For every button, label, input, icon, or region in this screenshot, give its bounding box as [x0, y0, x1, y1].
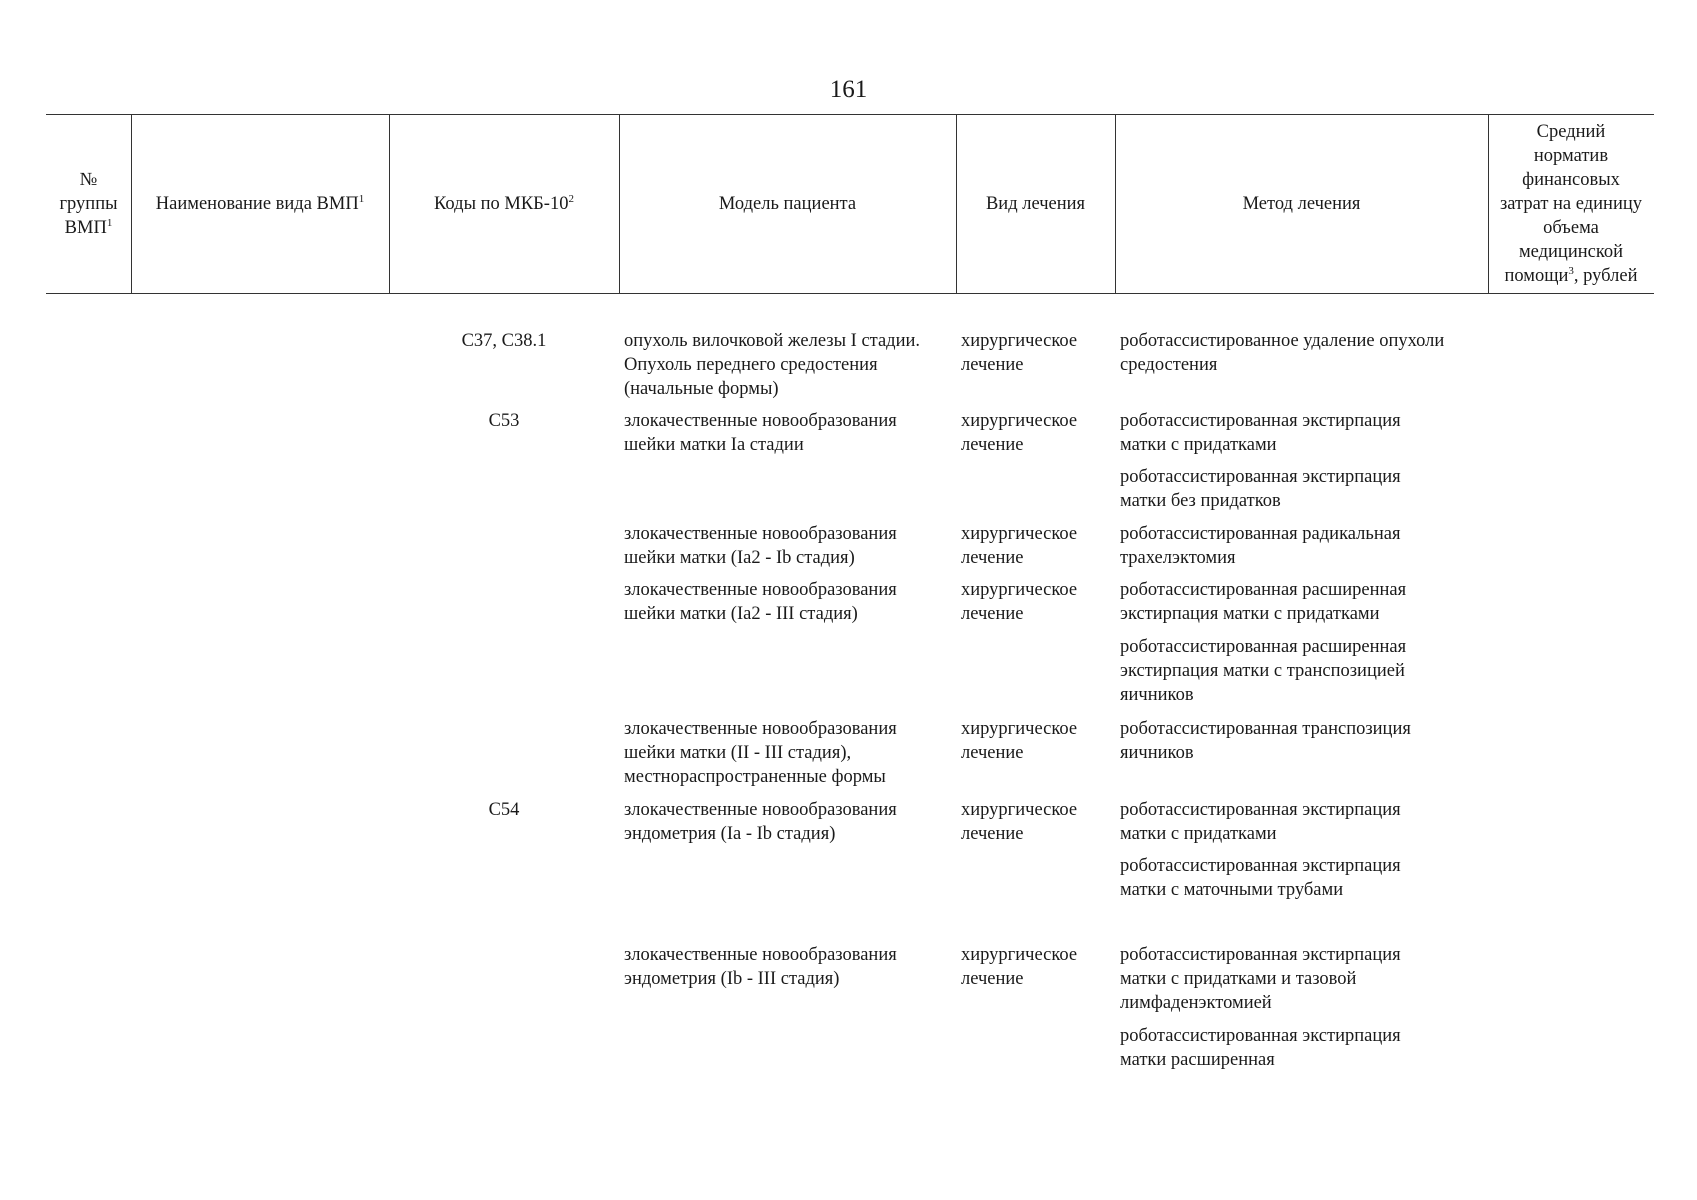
treatment-method-cell: роботассистированная расширенная экстирпация матки с транспозицией яичников [1120, 637, 1407, 705]
treatment-type-cell: хирургическое лечение [961, 411, 1078, 455]
treatment-method-cell: роботассистированная радикальная трахелэктомия [1120, 524, 1401, 568]
patient-model-cell: злокачественные новообразования шейки матки (II - III стадия), местнораспространенные формы [624, 719, 897, 787]
treatment-type-cell: хирургическое лечение [961, 800, 1078, 844]
page-number: 161 [829, 76, 868, 103]
header-treatment-type: Вид лечения [985, 193, 1086, 214]
treatment-method-cell: роботассистированное удаление опухоли средостения [1120, 331, 1445, 375]
treatment-method-cell: роботассистированная экстирпация матки расширенная [1120, 1026, 1401, 1070]
treatment-method-cell: роботассистированная экстирпация матки с придатками [1120, 411, 1401, 455]
mkb-code-cell: С53 [488, 411, 520, 431]
treatment-method-cell: роботассистированная экстирпация матки с придатками [1120, 800, 1401, 844]
treatment-type-cell: хирургическое лечение [961, 580, 1078, 624]
treatment-method-cell: роботассистированная экстирпация матки с придатками и тазовой лимфаденэктомией [1120, 945, 1401, 1013]
patient-model-cell: злокачественные новообразования шейки матки (Ia2 - III стадия) [624, 580, 897, 624]
header-vmp-name: Наименование вида ВМП$^1$ [155, 192, 365, 214]
patient-model-cell: опухоль вилочковой железы I стадии. Опухоль переднего средостения (начальные формы) [624, 331, 921, 399]
treatment-method-cell: роботассистированная транспозиция яичников [1120, 719, 1411, 763]
treatment-type-cell: хирургическое лечение [961, 719, 1078, 763]
treatment-type-cell: хирургическое лечение [961, 331, 1078, 375]
header-group-no: № группы ВМП$^1$ [59, 169, 118, 238]
header-average-cost: Средний норматив финансовых затрат на единицу объема медицинской помощи$^3$, рублей [1499, 121, 1642, 286]
mkb-code-cell: С37, С38.1 [461, 331, 547, 351]
table-header-bottom-rule [46, 293, 1654, 294]
treatment-method-cell: роботассистированная экстирпация матки с маточными трубами [1120, 856, 1401, 900]
treatment-method-cell: роботассистированная экстирпация матки без придатков [1120, 467, 1401, 511]
patient-model-cell: злокачественные новообразования эндометрия (Ia - Ib стадия) [624, 800, 897, 844]
treatment-type-cell: хирургическое лечение [961, 524, 1078, 568]
header-mkb-codes: Коды по МКБ-$10^2$ [434, 192, 574, 214]
treatment-type-cell: хирургическое лечение [961, 945, 1078, 989]
treatment-method-cell: роботассистированная расширенная экстирпация матки с придатками [1120, 580, 1407, 624]
mkb-code-cell: С54 [488, 800, 520, 820]
patient-model-cell: злокачественные новообразования шейки матки Ia стадии [624, 411, 897, 455]
patient-model-cell: злокачественные новообразования шейки матки (Ia2 - Ib стадия) [624, 524, 897, 568]
header-patient-model: Модель пациента [718, 193, 857, 214]
patient-model-cell: злокачественные новообразования эндометрия (Ib - III стадия) [624, 945, 897, 989]
header-treatment-method: Метод лечения [1242, 193, 1361, 214]
